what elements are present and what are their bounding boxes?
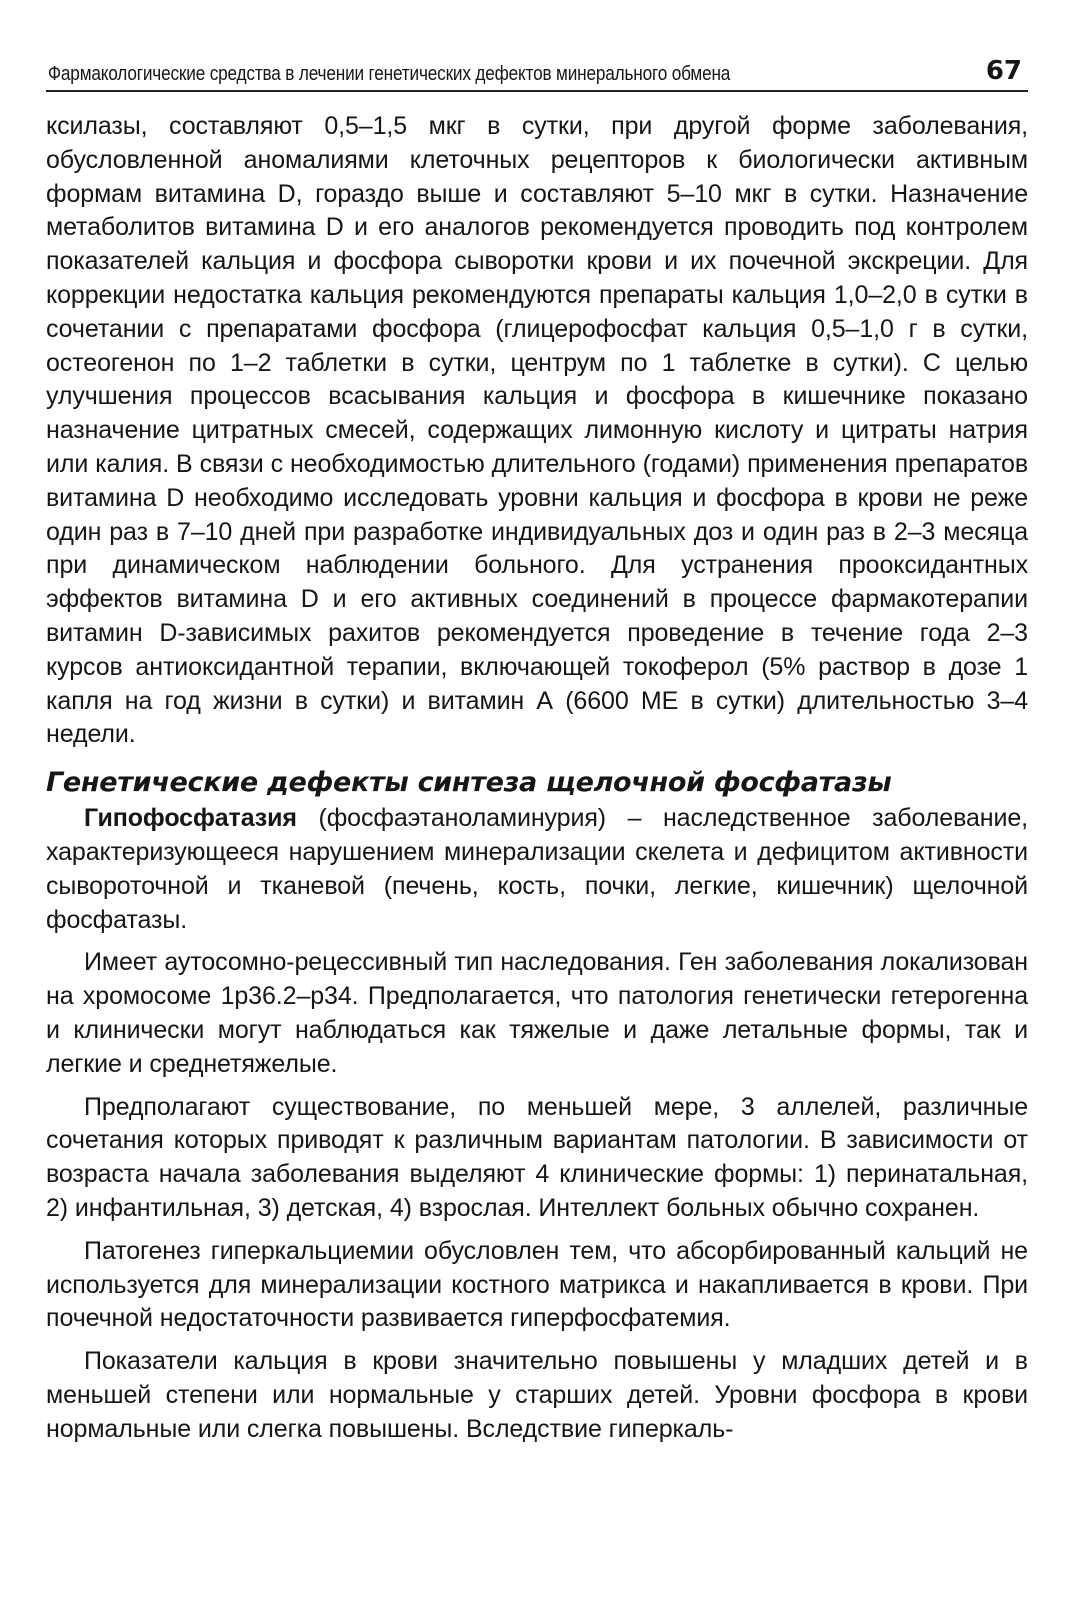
definition-text: (фосфаэтаноламинурия) – наследственное заболевание, характеризующееся нарушением минерализации скелета и дефицитом активности сывороточной и тканевой (печень, кость, почки, легкие, кишечник) щелочной фосфатазы. bbox=[46, 804, 1028, 934]
body-text bbox=[46, 110, 1028, 1446]
page-number: 67 bbox=[985, 56, 1022, 86]
continued-paragraph: ксилазы, составляют 0,5–1,5 мкг в сутки, при другой форме заболевания, обусловленной аномалиями клеточных рецепторов к биологически активным формам витамина D, гораздо выше и составляют 5–10 мкг в сутки. Назначение метаболитов витамина D и его аналогов рекомендуется проводить под контролем показателей кальция и фосфора сыворотки крови и их почечной экскреции. Для коррекции недостатка кальция рекомендуются препараты кальция 1,0–2,0 в сутки в сочетании с препаратами фосфора (глицерофосфат кальция 0,5–1,0 г в сутки, остеогенон по 1–2 таблетки в сутки, центрум по 1 таблетке в сутки). С целью улучшения процессов всасывания кальция и фосфора в кишечнике показано назначение цитратных смесей, содержащих лимонную кислоту и цитраты натрия или калия. В связи с необходимостью длительного (годами) применения препаратов витамина D необходимо исследовать уровни кальция и фосфора в крови не реже один раз в 7–10 дней при разработке индивидуальных доз и один раз в 2–3 месяца при динамическом наблюдении больного. Для устранения прооксидантных эффектов витамина D и его активных соединений в процессе фармакотерапии витамин D-зависимых рахитов рекомендуется проведение в течение года 2–3 курсов антиоксидантной терапии, включающей токоферол (5% раствор в дозе 1 капля на год жизни в сутки) и витамин А (6600 МЕ в сутки) длительностью 3–4 недели. bbox=[46, 112, 1028, 749]
definition-paragraph bbox=[46, 802, 1028, 937]
lab-findings-paragraph: Показатели кальция в крови значительно повышены у младших детей и в меньшей степени или нормальные у старших детей. Уровни фосфора в крови нормальные или слегка повышены. Вследствие гиперкаль- bbox=[46, 1347, 1028, 1443]
book-page bbox=[46, 40, 1028, 1580]
pathogenesis-paragraph: Патогенез гиперкальциемии обусловлен тем, что абсорбированный кальций не используется для минерализации костного матрикса и накапливается в крови. При почечной недостаточности развивается гиперфосфатемия. bbox=[46, 1236, 1028, 1333]
inheritance-paragraph: Имеет аутосомно-рецессивный тип наследования. Ген заболевания локализован на хромосоме 1р36.2–р34. Предполагается, что патология генетически гетерогенна и клинически могут наблюдаться как тяжелые и даже летальные формы, так и легкие и среднетяжелые. bbox=[46, 948, 1028, 1078]
running-title: Фармакологические средства в лечении генетических дефектов минерального обмена bbox=[48, 63, 731, 85]
running-header bbox=[46, 40, 1028, 92]
clinical-forms-paragraph: Предполагают существование, по меньшей мере, 3 аллелей, различные сочетания которых приводят к различным вариантам патологии. В зависимости от возраста начала заболевания выделяют 4 клинические формы: 1) перинатальная, 2) инфантильная, 3) детская, 4) взрослая. Интеллект больных обычно сохранен. bbox=[46, 1092, 1028, 1222]
section-heading: Генетические дефекты синтеза щелочной фосфатазы bbox=[46, 767, 892, 799]
defined-term: Гипофосфатазия bbox=[84, 804, 297, 833]
